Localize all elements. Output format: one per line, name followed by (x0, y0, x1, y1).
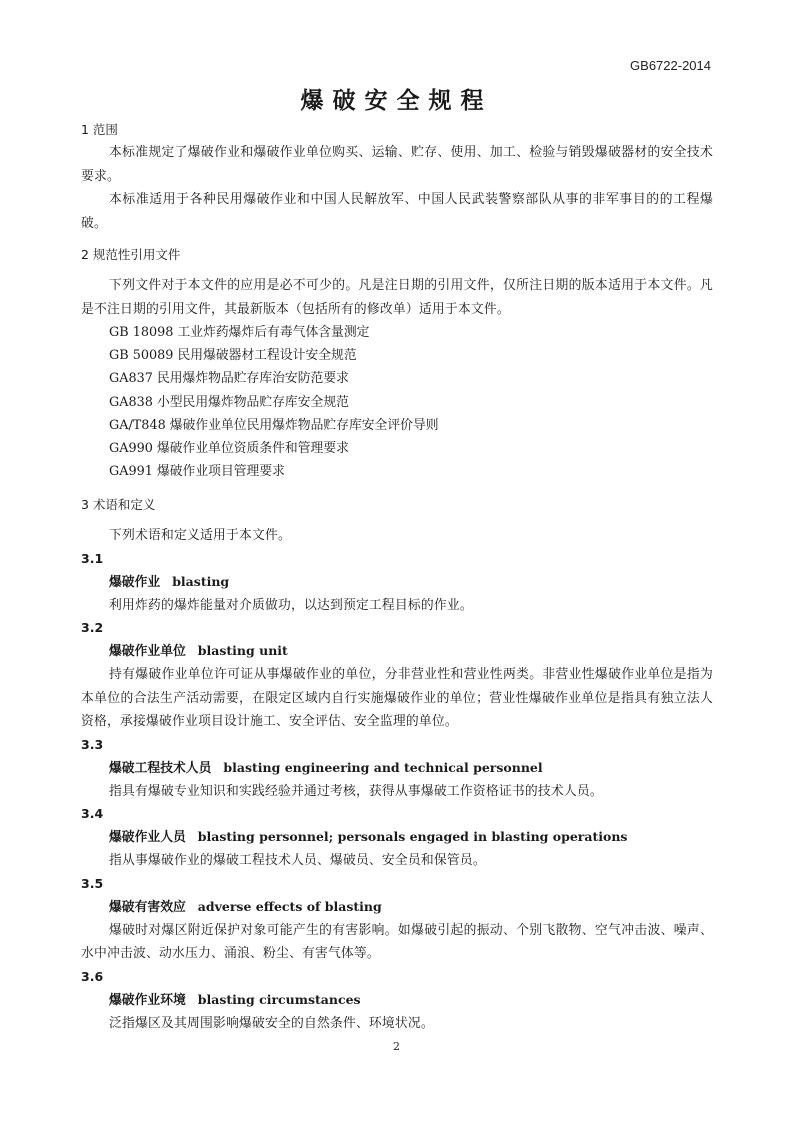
section-heading-terms: 3 术语和定义 (81, 497, 156, 513)
page-number: 2 (393, 1040, 400, 1053)
term-en: blasting (172, 573, 230, 589)
term-definition: 泛指爆区及其周围影响爆破安全的自然条件、环境状况。 (109, 1015, 434, 1031)
term-en: blasting unit (197, 643, 288, 659)
term-number: 3.5 (81, 875, 104, 891)
term-number: 3.6 (81, 968, 104, 984)
reference-item: GB 18098 工业炸药爆炸后有毒气体含量测定 (109, 325, 370, 340)
paragraph: 本标准规定了爆破作业和爆破作业单位购买、运输、贮存、使用、加工、检验与销毁爆破器材的安全技术要求。 (81, 145, 713, 184)
reference-item: GA/T848 爆破作业单位民用爆炸物品贮存库安全评价导则 (109, 417, 439, 433)
page-title: 爆破安全规程 (300, 88, 493, 114)
section-heading-references: 2 规范性引用文件 (81, 247, 181, 262)
term-definition: 利用炸药的爆炸能量对介质做功，以达到预定工程目标的作业。 (109, 597, 473, 613)
term-cn: 爆破作业 (109, 574, 161, 590)
term-definition: 持有爆破作业单位许可证从事爆破作业的单位，分非营业性和营业性两类。非营业性爆破作业单位是指为本单位的合法生产活动需要，在限定区域内自行实施爆破作业的单位；营业性爆破作业单位是指具有独立法人资格，承接爆破作业项目设计施工、安全评估、安全监理的单位。 (81, 667, 713, 730)
term-title (81, 825, 713, 849)
term-number: 3.1 (81, 550, 104, 566)
term-title (81, 756, 713, 780)
term-number: 3.3 (81, 736, 104, 752)
term-en: blasting circumstances (197, 991, 361, 1007)
document-code: GB6722-2014 (630, 58, 711, 73)
term-definition: 指具有爆破专业知识和实践经验并通过考核，获得从事爆破工作资格证书的技术人员。 (109, 783, 603, 799)
term-number: 3.2 (81, 620, 104, 636)
paragraph: 下列文件对于本文件的应用是必不可少的。凡是注日期的引用文件，仅所注日期的版本适用于本文件。凡是不注日期的引用文件，其最新版本（包括所有的修改单）适用于本文件。 (81, 278, 713, 317)
term-en: adverse effects of blasting (197, 898, 382, 914)
term-title (81, 639, 713, 663)
reference-item: GA990 爆破作业单位资质条件和管理要求 (109, 441, 349, 457)
reference-item: GB 50089 民用爆破器材工程设计安全规范 (109, 348, 357, 364)
term-definition: 指从事爆破作业的爆破工程技术人员、爆破员、安全员和保管员。 (109, 853, 486, 869)
paragraph: 本标准适用于各种民用爆破作业和中国人民解放军、中国人民武装警察部队从事的非军事目的的工程爆破。 (81, 192, 713, 231)
section-heading-scope: 1 范围 (81, 122, 118, 137)
term-cn: 爆破作业单位 (109, 644, 186, 660)
term-title (81, 570, 713, 594)
term-en: blasting personnel; personals engaged in blasting operations (197, 829, 628, 845)
term-cn: 爆破作业环境 (109, 992, 186, 1008)
term-definition: 爆破时对爆区附近保护对象可能产生的有害影响。如爆破引起的振动、个别飞散物、空气冲击波、噪声、水中冲击波、动水压力、涌浪、粉尘、有害气体等。 (81, 922, 713, 962)
term-cn: 爆破工程技术人员 (109, 760, 212, 776)
term-cn: 爆破有害效应 (109, 899, 186, 915)
term-title (81, 895, 713, 919)
document-body (81, 118, 713, 1035)
reference-item: GA838 小型民用爆炸物品贮存库安全规范 (109, 394, 349, 410)
term-number: 3.4 (81, 806, 104, 822)
paragraph: 下列术语和定义适用于本文件。 (109, 528, 291, 544)
reference-item: GA837 民用爆炸物品贮存库治安防范要求 (109, 371, 349, 387)
reference-item: GA991 爆破作业项目管理要求 (109, 464, 285, 480)
term-title (81, 988, 713, 1012)
term-cn: 爆破作业人员 (109, 830, 186, 846)
term-en: blasting engineering and technical personnel (223, 759, 543, 775)
